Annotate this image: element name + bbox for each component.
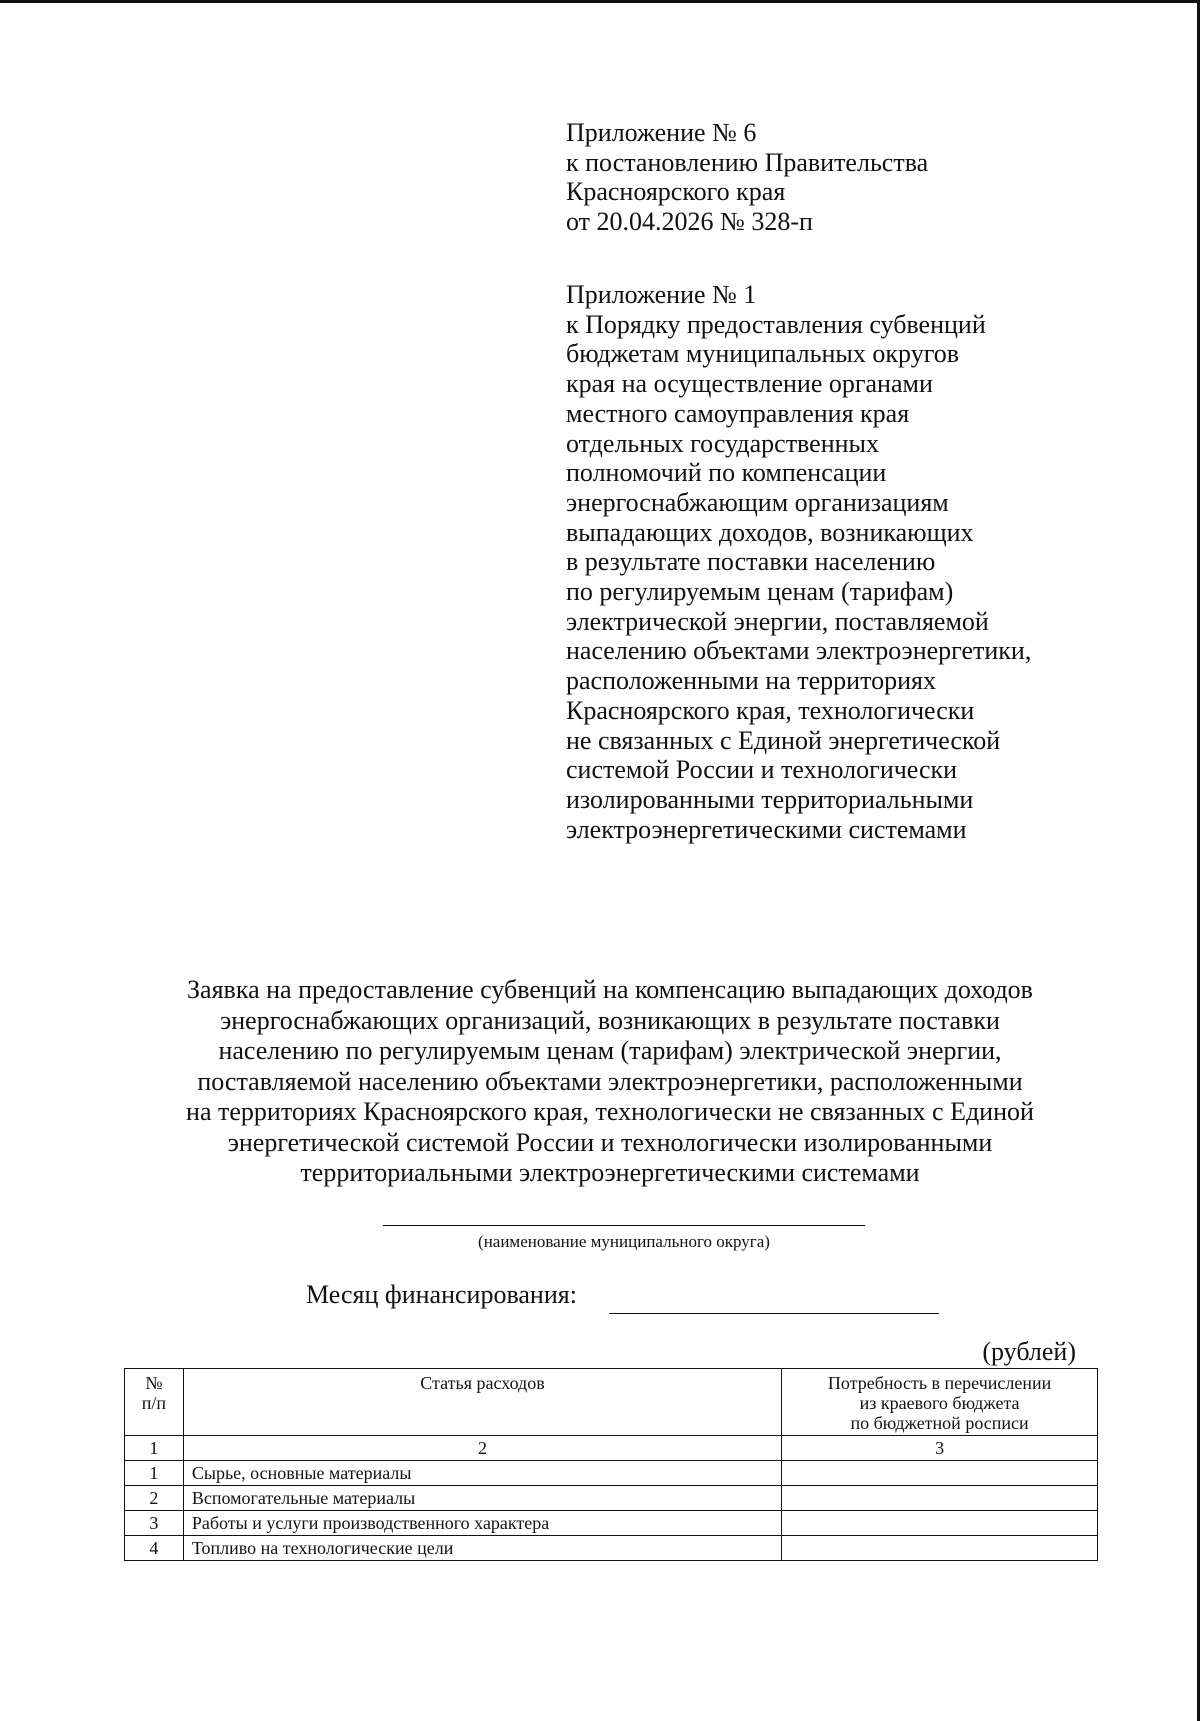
row-need-cell[interactable] [782,1536,1098,1561]
table-header-row [125,1369,1098,1436]
header-num-line: № [145,1373,163,1393]
month-label: Месяц финансирования: [306,1280,577,1309]
request-title-line: поставляемой населению объектами электроэнергетики, расположенными [197,1066,1023,1096]
appendix-1-line: к Порядку предоставления субвенций [566,309,986,339]
row-item: Вспомогательные материалы [183,1486,781,1511]
request-title-line: энергоснабжающих организаций, возникающих в результате поставки [220,1005,1000,1035]
appendix-1-line: бюджетам муниципальных округов [566,339,959,369]
appendix-6-line: Приложение № 6 [566,118,757,147]
row-item: Топливо на технологические цели [183,1536,781,1561]
appendix-1-line: расположенными на территориях [566,666,936,696]
header-num [125,1369,184,1436]
header-item: Статья расходов [183,1369,781,1436]
row-num: 2 [125,1486,184,1511]
appendix-1-line: в результате поставки населению [566,547,936,577]
appendix-1-line: края на осуществление органами [566,369,933,399]
row-need-cell[interactable] [782,1511,1098,1536]
appendix-6-line: к постановлению Правительства [566,147,929,177]
month-field[interactable] [609,1313,939,1314]
row-item: Работы и услуги производственного характера [183,1511,781,1536]
row-num: 1 [125,1461,184,1486]
appendix-1-line: населению объектами электроэнергетики, [566,636,1032,666]
appendix-1-line: электроэнергетическими системами [566,814,967,844]
appendix-1-line: отдельных государственных [566,428,880,458]
request-title-line: территориальными электроэнергетическими системами [300,1158,920,1187]
header-need [782,1369,1098,1436]
request-title-line: населению по регулируемым ценам (тарифам) электрической энергии, [218,1036,1002,1065]
table-row [125,1536,1098,1561]
request-title-line: Заявка на предоставление субвенций на компенсацию выпадающих доходов [187,975,1033,1004]
municipal-name-caption: (наименование муниципального округа) [478,1232,770,1251]
header-need-line: Потребность в перечислении [827,1373,1052,1393]
header-need-line: из краевого бюджета [859,1393,1020,1413]
index-cell: 2 [183,1436,781,1461]
row-item: Сырье, основные материалы [183,1461,781,1486]
appendix-6-line: Красноярского края [566,177,786,207]
table-index-row [125,1436,1098,1461]
units-label: (рублей) [982,1337,1076,1366]
row-num: 3 [125,1511,184,1536]
appendix-6-header [566,118,1086,237]
appendix-6-line: от 20.04.2026 № 328-п [566,207,813,237]
row-need-cell[interactable] [782,1486,1098,1511]
appendix-1-line: изолированными территориальными [566,784,974,814]
appendix-1-line: энергоснабжающим организациям [566,487,949,517]
appendix-1-header [566,280,1086,844]
appendix-1-line: полномочий по компенсации [566,458,887,488]
appendix-1-line: электрической энергии, поставляемой [566,606,989,636]
appendix-1-line: системой России и технологически [566,755,958,785]
request-title [120,975,1100,1189]
appendix-1-line: местного самоуправления края [566,398,910,428]
appendix-1-line: Приложение № 1 [566,280,757,309]
appendix-1-line: по регулируемым ценам (тарифам) [566,577,954,607]
row-num: 4 [125,1536,184,1561]
table-row [125,1461,1098,1486]
table-row [125,1486,1098,1511]
request-title-line: энергетической системой России и технологически изолированными [227,1127,993,1157]
table-row [125,1511,1098,1536]
index-cell: 3 [782,1436,1098,1461]
appendix-1-line: выпадающих доходов, возникающих [566,517,974,547]
row-need-cell[interactable] [782,1461,1098,1486]
request-title-line: на территориях Красноярского края, технологически не связанных с Единой [186,1097,1034,1126]
header-num-line: п/п [141,1393,167,1413]
index-cell: 1 [125,1436,184,1461]
expenses-table [124,1368,1098,1561]
appendix-1-line: Красноярского края, технологически [566,695,975,725]
header-need-line: по бюджетной росписи [850,1413,1029,1433]
appendix-1-line: не связанных с Единой энергетической [566,725,1001,755]
municipal-name-field[interactable] [383,1225,865,1226]
